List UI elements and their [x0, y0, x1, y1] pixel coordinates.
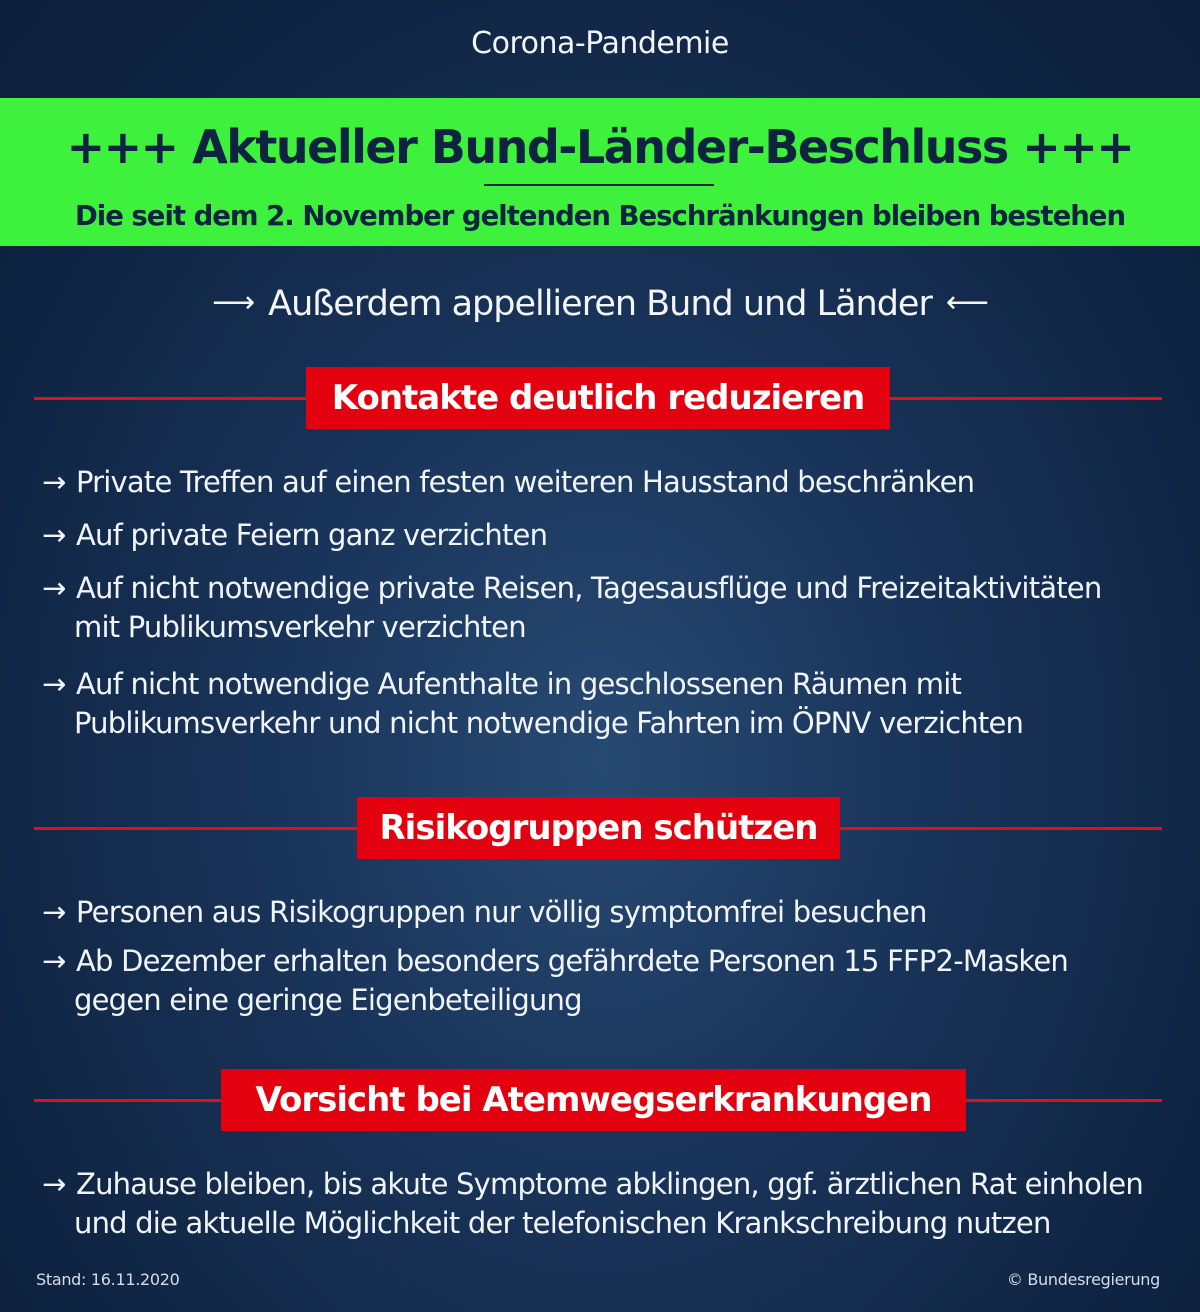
- item-text: Auf private Feiern ganz verzichten: [76, 518, 548, 552]
- bullet-arrow-icon: →: [42, 667, 66, 701]
- list-item: [42, 463, 974, 502]
- date-stamp: Stand: 16.11.2020: [36, 1270, 180, 1289]
- bullet-arrow-icon: →: [42, 1167, 66, 1201]
- list-item: [42, 569, 1101, 647]
- item-text-continued: und die aktuelle Möglichkeit der telefonischen Krankschreibung nutzen: [74, 1206, 1051, 1240]
- section-heading-atemwege: Vorsicht bei Atemwegserkrankungen: [221, 1069, 966, 1131]
- bullet-arrow-icon: →: [42, 518, 66, 552]
- list-item: [42, 942, 1068, 1020]
- list-item: [42, 665, 1023, 743]
- bullet-arrow-icon: →: [42, 944, 66, 978]
- item-text: Zuhause bleiben, bis akute Symptome abklingen, ggf. ärztlichen Rat einholen: [76, 1167, 1143, 1201]
- banner-title: +++ Aktueller Bund-Länder-Beschluss +++: [66, 120, 1134, 174]
- banner-underline: [484, 184, 714, 186]
- item-text: Ab Dezember erhalten besonders gefährdete Personen 15 FFP2-Masken: [76, 944, 1068, 978]
- item-text: Private Treffen auf einen festen weiteren Hausstand beschränken: [76, 465, 975, 499]
- item-text-continued: mit Publikumsverkehr verzichten: [74, 610, 526, 644]
- section-heading-risikogruppen: Risikogruppen schützen: [357, 797, 840, 859]
- item-text-continued: Publikumsverkehr und nicht notwendige Fahrten im ÖPNV verzichten: [74, 706, 1024, 740]
- list-item: [42, 516, 547, 555]
- page-topic: Corona-Pandemie: [471, 26, 729, 61]
- item-text: Auf nicht notwendige private Reisen, Tagesausflüge und Freizeitaktivitäten: [76, 571, 1102, 605]
- section-heading-kontakte: Kontakte deutlich reduzieren: [306, 367, 890, 429]
- bullet-arrow-icon: →: [42, 571, 66, 605]
- list-item: [42, 893, 927, 932]
- bullet-arrow-icon: →: [42, 895, 66, 929]
- item-text: Personen aus Risikogruppen nur völlig symptomfrei besuchen: [76, 895, 927, 929]
- list-item: [42, 1165, 1143, 1243]
- appeal-text: Außerdem appellieren Bund und Länder: [268, 284, 932, 324]
- appeal-line: [0, 284, 1200, 324]
- arrow-right-icon: ⟶: [212, 285, 255, 320]
- banner-subtitle: Die seit dem 2. November geltenden Beschränkungen bleiben bestehen: [74, 200, 1126, 232]
- copyright: © Bundesregierung: [1006, 1270, 1160, 1289]
- arrow-left-icon: ⟵: [945, 285, 988, 320]
- bullet-arrow-icon: →: [42, 465, 66, 499]
- item-text-continued: gegen eine geringe Eigenbeteiligung: [74, 983, 582, 1017]
- headline-banner: [0, 98, 1200, 246]
- item-text: Auf nicht notwendige Aufenthalte in geschlossenen Räumen mit: [76, 667, 962, 701]
